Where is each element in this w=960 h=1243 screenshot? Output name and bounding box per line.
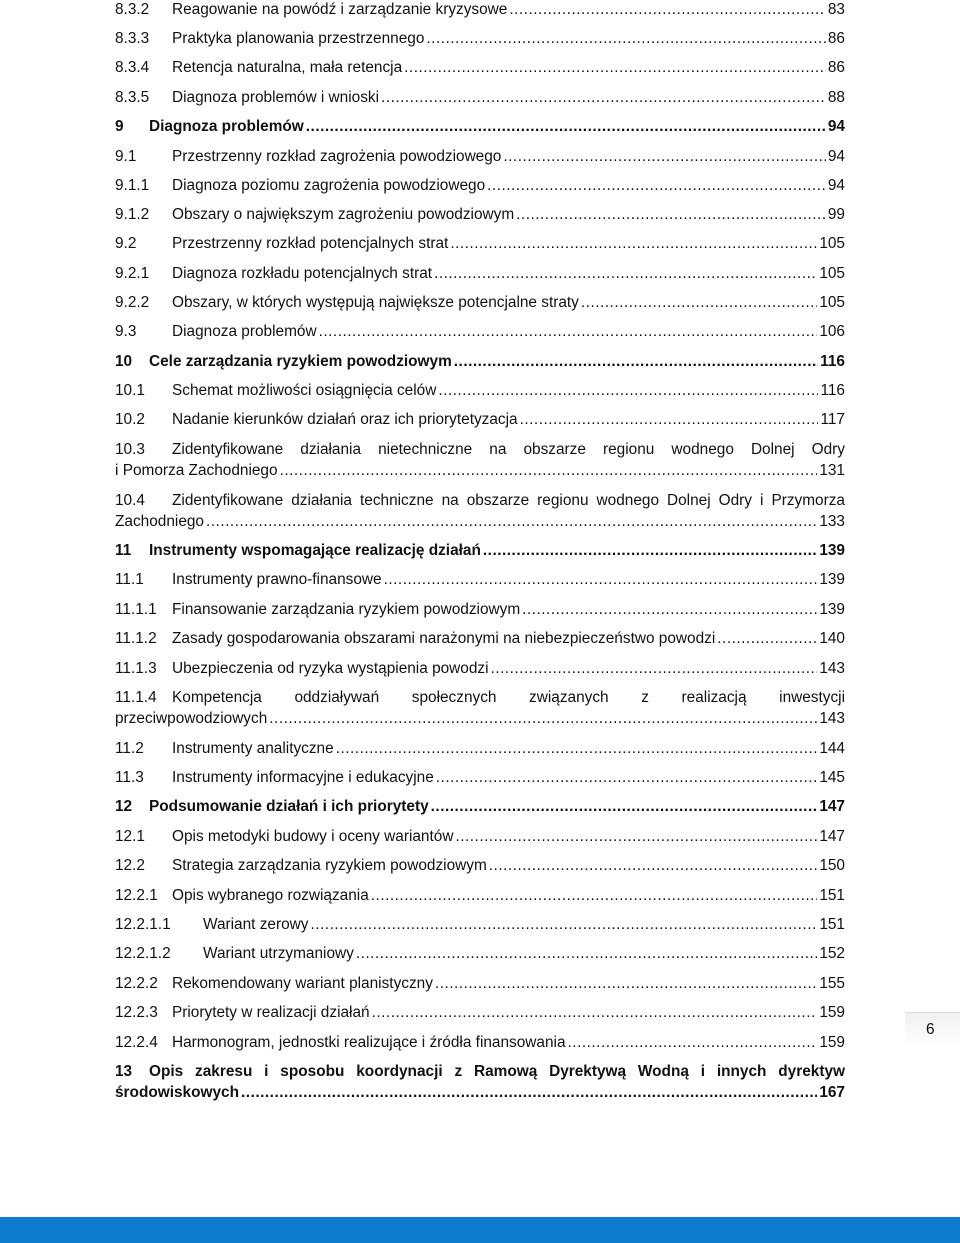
toc-entry-8-3-4[interactable] bbox=[115, 58, 845, 78]
toc-title-line1: Zidentyfikowane działania nietechniczne na obszarze regionu wodnego Dolnej Odry bbox=[172, 441, 845, 458]
toc-page: 99 bbox=[827, 206, 845, 223]
toc-title: Praktyka planowania przestrzennego bbox=[172, 30, 425, 47]
toc-title: Nadanie kierunków działań oraz ich priorytetyzacja bbox=[172, 411, 518, 428]
toc-number: 9.2 bbox=[115, 235, 137, 252]
toc-entry-11-1-1[interactable] bbox=[115, 600, 845, 620]
dot-leader bbox=[483, 541, 817, 561]
toc-entry-9-1-1[interactable] bbox=[115, 176, 845, 196]
toc-number: 11 bbox=[115, 542, 132, 559]
toc-page: 131 bbox=[819, 462, 845, 479]
toc-title: Diagnoza problemów bbox=[149, 118, 304, 135]
toc-number: 12.2.1.1 bbox=[115, 916, 171, 933]
toc-page: 88 bbox=[827, 89, 845, 106]
toc-page: 147 bbox=[819, 828, 845, 845]
toc-number: 8.3.2 bbox=[115, 1, 150, 18]
dot-leader bbox=[431, 797, 818, 817]
page-number: 6 bbox=[926, 1021, 935, 1038]
toc-title: Wariant zerowy bbox=[203, 916, 309, 933]
dot-leader bbox=[455, 827, 817, 847]
toc-number: 10.4 bbox=[115, 492, 145, 509]
toc-page: 106 bbox=[819, 323, 845, 340]
dot-leader bbox=[491, 659, 818, 679]
toc-entry-11-2[interactable] bbox=[115, 739, 845, 759]
toc-page: 83 bbox=[827, 1, 845, 18]
toc-page: 159 bbox=[819, 1034, 845, 1051]
toc-page: 159 bbox=[819, 1004, 845, 1021]
toc-number: 11.1.1 bbox=[115, 601, 157, 618]
toc-page: 105 bbox=[819, 235, 845, 252]
dot-leader bbox=[489, 856, 818, 876]
dot-leader bbox=[426, 29, 825, 49]
toc-entry-10-3[interactable] bbox=[115, 440, 845, 482]
toc-entry-12-1[interactable] bbox=[115, 827, 845, 847]
dot-leader bbox=[384, 570, 818, 590]
toc-entry-12-2-3[interactable] bbox=[115, 1003, 845, 1023]
toc-page: 116 bbox=[820, 382, 845, 399]
toc-title: Cele zarządzania ryzykiem powodziowym bbox=[149, 353, 452, 370]
toc-entry-12-2-1-2[interactable] bbox=[115, 944, 845, 964]
dot-leader bbox=[581, 293, 817, 313]
toc-title: Priorytety w realizacji działań bbox=[172, 1004, 370, 1021]
toc-entry-12-2-1[interactable] bbox=[115, 886, 845, 906]
toc-page: 151 bbox=[819, 887, 845, 904]
toc-title-line2: Zachodniego bbox=[115, 513, 204, 530]
toc-title-line2: i Pomorza Zachodniego bbox=[115, 462, 278, 479]
toc-number: 12.2.3 bbox=[115, 1004, 158, 1021]
toc-entry-11-1-2[interactable] bbox=[115, 629, 845, 649]
toc-title: Instrumenty wspomagające realizację działań bbox=[149, 542, 481, 559]
dot-leader bbox=[434, 264, 817, 284]
dot-leader bbox=[372, 1003, 818, 1023]
toc-number: 8.3.5 bbox=[115, 89, 150, 106]
toc-page: 86 bbox=[827, 30, 845, 47]
toc-title: Instrumenty analityczne bbox=[172, 740, 334, 757]
toc-number: 11.2 bbox=[115, 740, 144, 757]
toc-entry-11-3[interactable] bbox=[115, 768, 845, 788]
dot-leader bbox=[436, 768, 818, 788]
toc-title: Przestrzenny rozkład zagrożenia powodziowego bbox=[172, 148, 502, 165]
toc-number: 9 bbox=[115, 118, 124, 135]
toc-number: 9.1 bbox=[115, 148, 137, 165]
toc-title-line1: Zidentyfikowane działania techniczne na obszarze regionu wodnego Dolnej Odry i Przymorza bbox=[172, 492, 845, 509]
dot-leader bbox=[568, 1033, 818, 1053]
toc-number: 9.1.1 bbox=[115, 177, 150, 194]
toc-entry-10-1[interactable] bbox=[115, 381, 845, 401]
toc-page: 117 bbox=[820, 411, 845, 428]
dot-leader bbox=[522, 600, 817, 620]
dot-leader bbox=[520, 410, 819, 430]
dot-leader bbox=[306, 117, 826, 137]
dot-leader bbox=[319, 322, 818, 342]
toc-entry-11-1-3[interactable] bbox=[115, 659, 845, 679]
toc-page: 145 bbox=[819, 769, 845, 786]
toc-number: 11.1.3 bbox=[115, 660, 157, 677]
toc-page: 105 bbox=[819, 265, 845, 282]
toc-page: 116 bbox=[820, 353, 845, 370]
toc-title-line2: środowiskowych bbox=[115, 1084, 240, 1101]
dot-leader bbox=[371, 886, 818, 906]
toc-entry-10-2[interactable] bbox=[115, 410, 845, 430]
toc-page: 152 bbox=[819, 945, 845, 962]
toc-number: 11.1 bbox=[115, 571, 144, 588]
toc-number: 11.3 bbox=[115, 769, 144, 786]
toc-title-line1: Kompetencja oddziaływań społecznych związanych z realizacją inwestycji bbox=[172, 689, 845, 706]
dot-leader bbox=[269, 709, 817, 729]
toc-entry-9[interactable] bbox=[115, 117, 845, 137]
toc-title: Obszary, w których występują największe potencjalne straty bbox=[172, 294, 579, 311]
toc-title: Opis wybranego rozwiązania bbox=[172, 887, 369, 904]
dot-leader bbox=[509, 0, 826, 20]
dot-leader bbox=[450, 234, 817, 254]
toc-number: 12.2.2 bbox=[115, 975, 158, 992]
toc-number: 9.2.1 bbox=[115, 265, 150, 282]
toc-entry-11[interactable] bbox=[115, 541, 845, 561]
toc-entry-12-2-4[interactable] bbox=[115, 1033, 845, 1053]
toc-page: 94 bbox=[827, 118, 845, 135]
toc-number: 9.3 bbox=[115, 323, 137, 340]
toc-title-line1: Opis zakresu i sposobu koordynacji z Ramową Dyrektywą Wodną i innych dyrektyw bbox=[149, 1063, 845, 1080]
toc-entry-10-4[interactable] bbox=[115, 491, 845, 533]
dot-leader bbox=[487, 176, 826, 196]
toc-number: 10 bbox=[115, 353, 133, 370]
toc-number: 12 bbox=[115, 798, 133, 815]
toc-entry-9-1[interactable] bbox=[115, 147, 845, 167]
dot-leader bbox=[356, 944, 818, 964]
toc-entry-8-3-2[interactable] bbox=[115, 0, 845, 20]
toc-number: 12.2 bbox=[115, 857, 145, 874]
toc-entry-9-3[interactable] bbox=[115, 322, 845, 342]
toc-entry-12-2[interactable] bbox=[115, 856, 845, 876]
toc-entry-9-2-2[interactable] bbox=[115, 293, 845, 313]
dot-leader bbox=[435, 974, 817, 994]
toc-entry-9-1-2[interactable] bbox=[115, 205, 845, 225]
toc-number: 10.3 bbox=[115, 441, 145, 458]
toc-title: Schemat możliwości osiągnięcia celów bbox=[172, 382, 437, 399]
toc-number: 13 bbox=[115, 1063, 133, 1080]
toc-number: 11.1.2 bbox=[115, 630, 157, 647]
toc-entry-8-3-3[interactable] bbox=[115, 29, 845, 49]
dot-leader bbox=[280, 461, 818, 481]
toc-title: Retencja naturalna, mała retencja bbox=[172, 59, 403, 76]
toc-title-line2: przeciwpowodziowych bbox=[115, 710, 268, 727]
toc-number: 12.2.4 bbox=[115, 1034, 158, 1051]
toc-entry-12-2-2[interactable] bbox=[115, 974, 845, 994]
toc-entry-10[interactable] bbox=[115, 352, 845, 372]
toc-title: Obszary o największym zagrożeniu powodziowym bbox=[172, 206, 515, 223]
toc-title: Diagnoza problemów i wnioski bbox=[172, 89, 380, 106]
dot-leader bbox=[404, 58, 826, 78]
toc-number: 8.3.3 bbox=[115, 30, 150, 47]
toc-entry-12[interactable] bbox=[115, 797, 845, 817]
toc-title: Rekomendowany wariant planistyczny bbox=[172, 975, 433, 992]
toc-title: Instrumenty informacyjne i edukacyjne bbox=[172, 769, 434, 786]
toc-number: 12.2.1.2 bbox=[115, 945, 171, 962]
toc-page: 155 bbox=[819, 975, 845, 992]
toc-page: 94 bbox=[827, 148, 845, 165]
toc-page: 139 bbox=[819, 542, 845, 559]
toc-page: 143 bbox=[819, 710, 845, 727]
footer-bar bbox=[0, 1217, 960, 1243]
toc-page: 139 bbox=[819, 571, 845, 588]
dot-leader bbox=[516, 205, 826, 225]
toc-page: 133 bbox=[819, 513, 845, 530]
toc-title: Przestrzenny rozkład potencjalnych strat bbox=[172, 235, 449, 252]
toc-title: Zasady gospodarowania obszarami narażonymi na niebezpieczeństwo powodzi bbox=[172, 630, 716, 647]
toc-title: Diagnoza problemów bbox=[172, 323, 317, 340]
toc-number: 9.2.2 bbox=[115, 294, 150, 311]
dot-leader bbox=[438, 381, 818, 401]
toc-title: Podsumowanie działań i ich priorytety bbox=[149, 798, 429, 815]
toc-number: 12.2.1 bbox=[115, 887, 158, 904]
toc-page: 94 bbox=[827, 177, 845, 194]
toc-entry-8-3-5[interactable] bbox=[115, 88, 845, 108]
toc-title: Diagnoza rozkładu potencjalnych strat bbox=[172, 265, 433, 282]
toc-entry-11-1-4[interactable] bbox=[115, 688, 845, 730]
dot-leader bbox=[717, 629, 817, 649]
dot-leader bbox=[241, 1083, 817, 1103]
toc-page: 151 bbox=[819, 916, 845, 933]
toc-entry-11-1[interactable] bbox=[115, 570, 845, 590]
toc-title: Wariant utrzymaniowy bbox=[203, 945, 354, 962]
toc-number: 11.1.4 bbox=[115, 689, 157, 706]
toc-page: 143 bbox=[819, 660, 845, 677]
toc-page: 150 bbox=[819, 857, 845, 874]
toc-title: Reagowanie na powódź i zarządzanie kryzysowe bbox=[172, 1, 508, 18]
toc-page: 86 bbox=[827, 59, 845, 76]
toc-page: 144 bbox=[819, 740, 845, 757]
dot-leader bbox=[310, 915, 817, 935]
dot-leader bbox=[381, 88, 826, 108]
toc-number: 10.1 bbox=[115, 382, 145, 399]
toc-title: Harmonogram, jednostki realizujące i źródła finansowania bbox=[172, 1034, 566, 1051]
toc-entry-12-2-1-1[interactable] bbox=[115, 915, 845, 935]
toc-entry-13[interactable] bbox=[115, 1062, 845, 1104]
toc-page: 139 bbox=[819, 601, 845, 618]
toc-title: Diagnoza poziomu zagrożenia powodziowego bbox=[172, 177, 486, 194]
toc-page: 167 bbox=[819, 1084, 845, 1101]
toc-number: 12.1 bbox=[115, 828, 145, 845]
toc-page: 140 bbox=[819, 630, 845, 647]
toc-entry-9-2[interactable] bbox=[115, 234, 845, 254]
toc-number: 8.3.4 bbox=[115, 59, 150, 76]
toc-title: Opis metodyki budowy i oceny wariantów bbox=[172, 828, 454, 845]
dot-leader bbox=[206, 512, 817, 532]
toc-title: Finansowanie zarządzania ryzykiem powodziowym bbox=[172, 601, 521, 618]
toc-page: 105 bbox=[819, 294, 845, 311]
toc-number: 9.1.2 bbox=[115, 206, 150, 223]
toc-number: 10.2 bbox=[115, 411, 145, 428]
toc-title: Instrumenty prawno-finansowe bbox=[172, 571, 382, 588]
toc-page: 147 bbox=[819, 798, 845, 815]
dot-leader bbox=[454, 352, 818, 372]
toc-title: Ubezpieczenia od ryzyka wystąpienia powodzi bbox=[172, 660, 489, 677]
toc-title: Strategia zarządzania ryzykiem powodziowym bbox=[172, 857, 487, 874]
dot-leader bbox=[336, 739, 818, 759]
toc-entry-9-2-1[interactable] bbox=[115, 264, 845, 284]
dot-leader bbox=[503, 147, 826, 167]
